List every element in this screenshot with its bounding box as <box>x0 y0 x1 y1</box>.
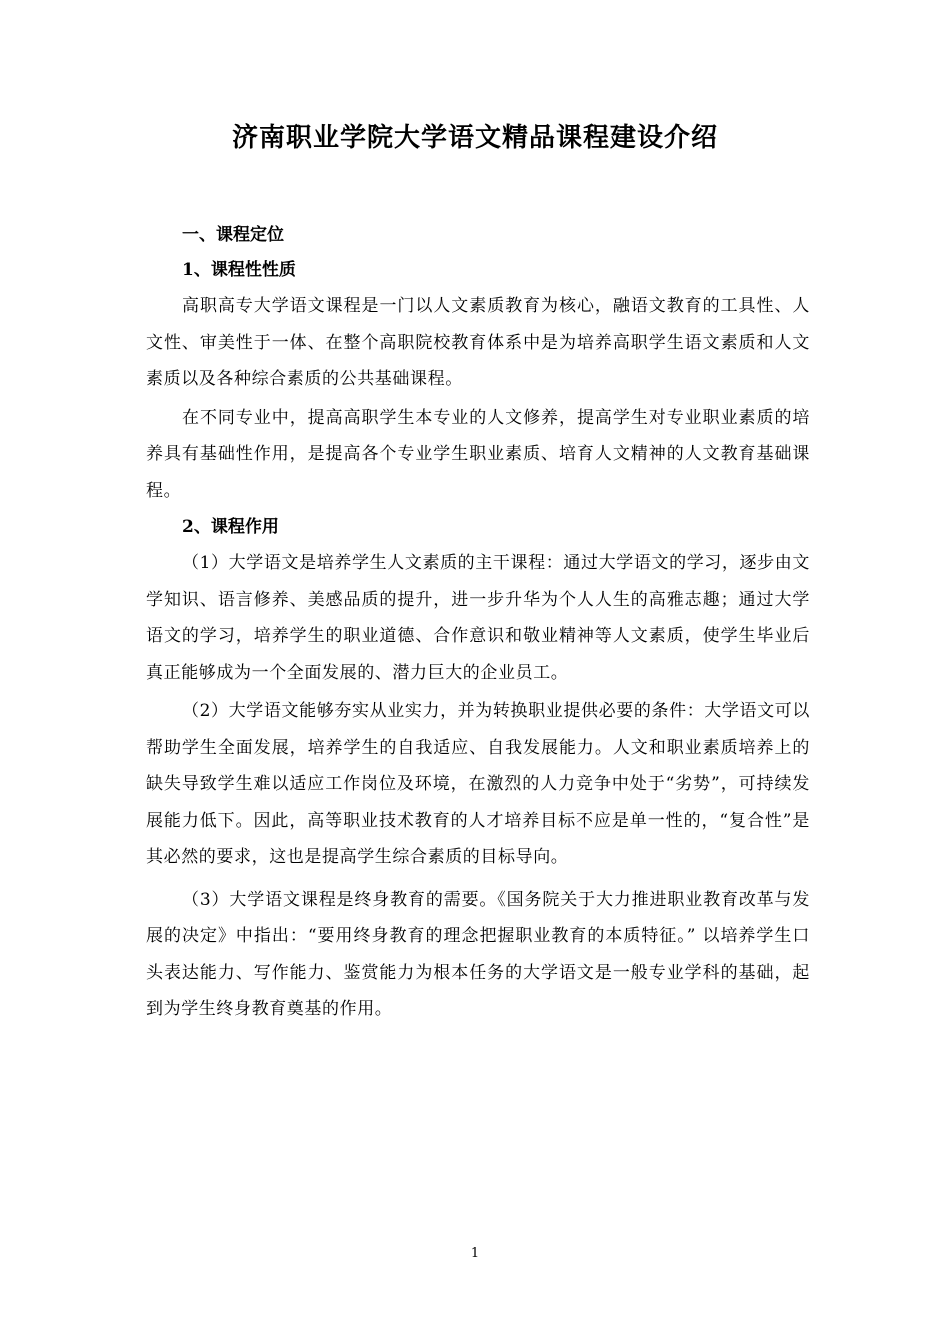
page-title: 济南职业学院大学语文精品课程建设介绍 <box>231 123 718 153</box>
paragraph: 在不同专业中，提高高职学生本专业的人文修养，提高学生对专业职业素质的培养具有基础性作用，是提高各个专业学生职业素质、培育人文精神的人文教育基础课程。 <box>146 407 810 501</box>
page-number: 1 <box>470 1246 480 1261</box>
paragraph: （3）大学语文课程是终身教育的需要。《国务院关于大力推进职业教育改革与发展的决定》中指出：“要用终身教育的理念把握职业教育的本质特征。” 以培养学生口头表达能力、写作能力、鉴赏能力为根本任务的大学语文是一般专业学科的基础，起到为学生终身教育奠基的作用。 <box>146 889 810 1019</box>
paragraph: （1）大学语文是培养学生人文素质的主干课程：通过大学语文的学习，逐步由文学知识、语言修养、美感品质的提升，进一步升华为个人人生的高雅志趣；通过大学语文的学习，培养学生的职业道德、合作意识和敬业精神等人文素质，使学生毕业后真正能够成为一个全面发展的、潜力巨大的企业员工。 <box>146 553 810 683</box>
paragraph: （2）大学语文能够夯实从业实力，并为转换职业提供必要的条件：大学语文可以帮助学生全面发展，培养学生的自我适应、自我发展能力。人文和职业素质培养上的缺失导致学生难以适应工作岗位及环境，在激烈的人力竞争中处于“劣势”，可持续发展能力低下。因此，高等职业技术教育的人才培养目标不应是单一性的，“复合性”是其必然的要求，这也是提高学生综合素质的目标导向。 <box>146 701 810 867</box>
subsection-heading: 2、课程作用 <box>182 517 279 537</box>
paragraph: 高职高专大学语文课程是一门以人文素质教育为核心，融语文教育的工具性、人文性、审美性于一体、在整个高职院校教育体系中是为培养高职学生语文素质和人文素质以及各种综合素质的公共基础课程。 <box>146 296 810 389</box>
section-heading: 一、课程定位 <box>182 225 284 245</box>
subsection-heading: 1、课程性性质 <box>182 260 296 280</box>
document-body <box>146 218 810 1028</box>
